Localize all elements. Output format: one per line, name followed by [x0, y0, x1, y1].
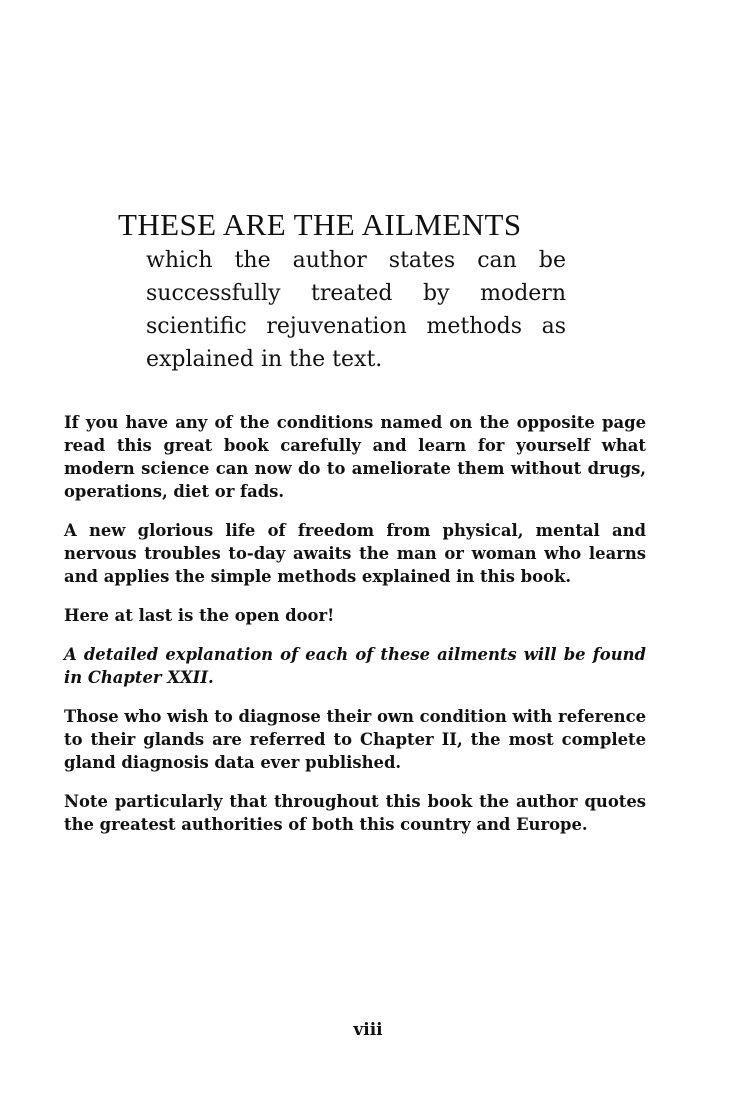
paragraph-conditions: If you have any of the conditions named on the opposite page read this great book carefully and learn for yourself what modern science can now do to ameliorate them without drugs, operations, diet or fads.: [64, 413, 646, 501]
page-subheadline: which the author states can be successfully treated by modern scientific rejuvenation methods as explained in the text.: [146, 248, 566, 372]
paragraph-new-life: A new glorious life of freedom from physical, mental and nervous troubles to-day awaits the man or woman who learns and applies the simple methods explained in this book.: [64, 521, 646, 586]
page-headline: THESE ARE THE AILMENTS: [118, 207, 522, 242]
body-text: [64, 411, 646, 852]
header-block: [118, 206, 618, 376]
paragraph-chapter-reference: A detailed explanation of each of these ailments will be found in Chapter XXII.: [64, 645, 646, 687]
paragraph-authorities: Note particularly that throughout this book the author quotes the greatest authorities of both this country and Europe.: [64, 792, 646, 834]
paragraph-open-door: Here at last is the open door!: [64, 606, 335, 625]
paragraph-diagnosis: Those who wish to diagnose their own condition with reference to their glands are referred to Chapter II, the most complete gland diagnosis data ever published.: [64, 707, 646, 772]
page-number: viii: [353, 1020, 383, 1040]
